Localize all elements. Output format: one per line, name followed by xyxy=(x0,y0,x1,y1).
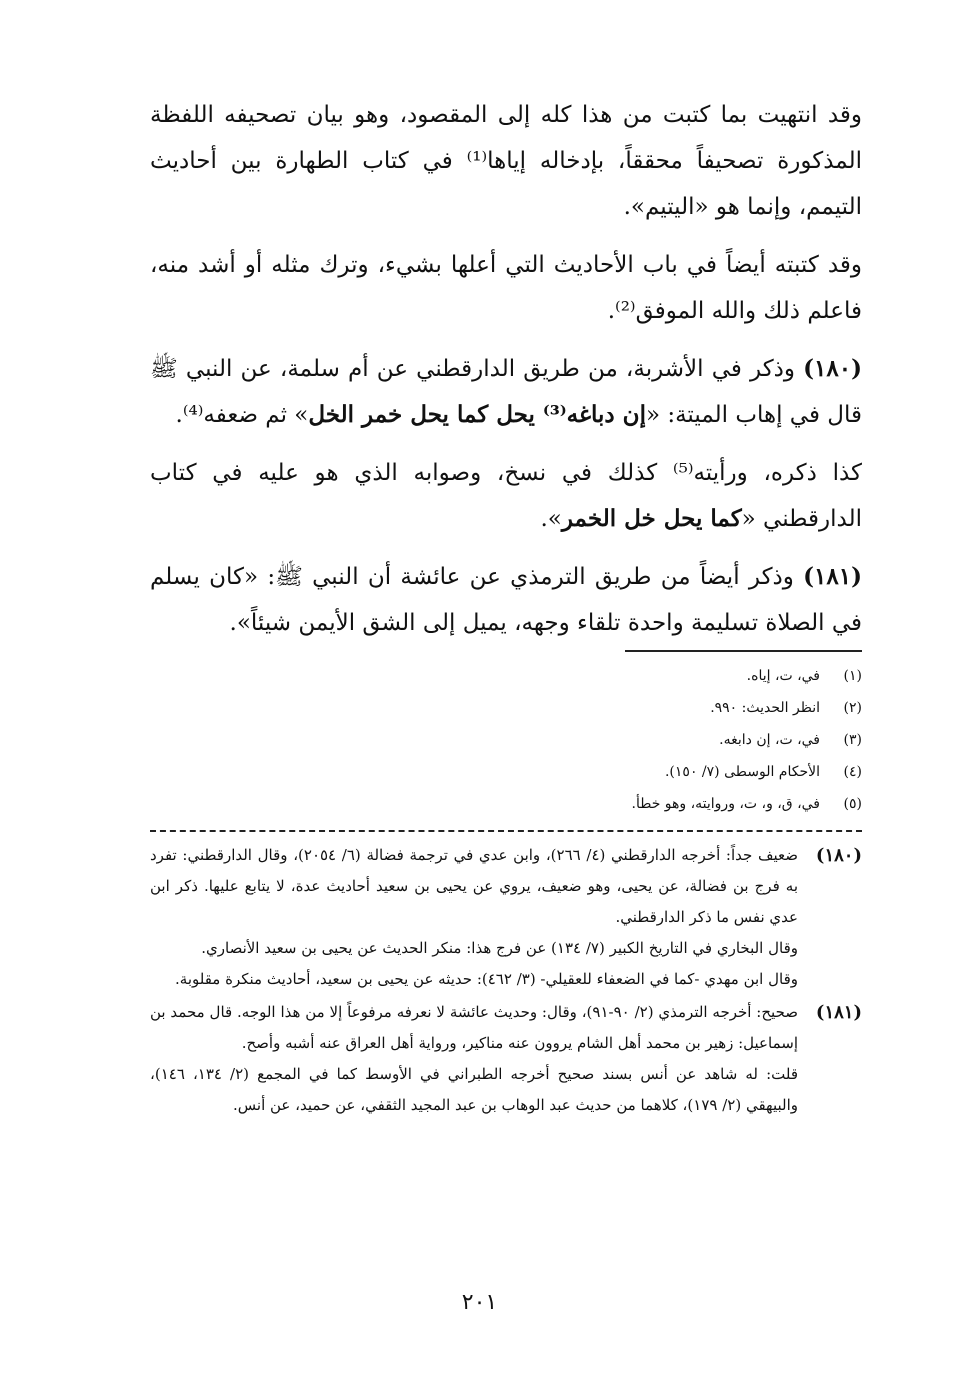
entry-180-number: (١٨٠) xyxy=(803,355,862,382)
footnote-number: (٣) xyxy=(843,732,862,748)
paragraph-1: وقد انتهيت بما كتبت من هذا كله إلى المقصود، وهو بيان تصحيفه اللفظة المذكورة تصحيفاً محققاً، بإدخاله إياها⁽¹⁾ في كتاب الطهارة بين أحاديث التيمم، وإنما هو «اليتيم». xyxy=(150,102,862,220)
footnote-text: الأحكام الوسطى (٧/ ١٥٠). xyxy=(664,764,820,780)
footnote-item xyxy=(300,788,862,820)
page-number: ٢٠١ xyxy=(461,1290,498,1315)
entry-181-text: وذكر أيضاً من طريق الترمذي عن عائشة أن النبي ﷺ: «كان يسلم في الصلاة تسليمة واحدة تلقاء وجهه، يميل إلى الشق الأيمن شيئاً». xyxy=(150,564,862,636)
main-text xyxy=(150,92,862,658)
commentary-paragraph: قلت: له شاهد عن أنس بسند صحيح أخرجه الطبراني في الأوسط كما في المجمع (٢/ ١٣٤، ١٤٦)، والبيهقي (٢/ ١٧٩)، كلاهما من حديث عبد الوهاب بن عبد المجيد الثقفي، عن حميد، عن أنس. xyxy=(150,1065,798,1114)
entry-181 xyxy=(150,554,862,646)
footnote-number: (٢) xyxy=(843,700,862,716)
paragraph-3-text-a: كذا ذكره، ورأيته⁽⁵⁾ كذلك في نسخ، وصوابه الذي هو عليه في كتاب الدارقطني « xyxy=(150,460,862,532)
commentary-separator xyxy=(150,830,862,832)
footnote-item xyxy=(300,692,862,724)
footnote-separator xyxy=(625,650,862,652)
commentary-entry-180 xyxy=(150,840,862,995)
footnote-item xyxy=(300,724,862,756)
commentary-entry-181 xyxy=(150,997,862,1121)
commentary-paragraph: وقال البخاري في التاريخ الكبير (٧/ ١٣٤) عن فرج هذا: منكر الحديث عن يحيى بن سعيد الأنصاري. xyxy=(201,939,798,957)
paragraph-3-text-b: ». xyxy=(540,506,562,532)
entry-180-text-a: وذكر في الأشربة، من طريق الدارقطني عن أم سلمة، عن النبي ﷺ قال في إهاب الميتة: « xyxy=(150,356,862,428)
footnote-text: في، ت، إن دابغه. xyxy=(719,732,820,748)
footnote-item xyxy=(300,756,862,788)
entry-181-number: (١٨١) xyxy=(803,563,862,590)
footnote-text: انظر الحديث: ٩٩٠. xyxy=(710,700,820,716)
footnote-number: (٥) xyxy=(843,796,862,812)
footnote-text: في، ت، إياه. xyxy=(746,668,820,684)
footnote-number: (٤) xyxy=(843,764,862,780)
commentary-paragraph: ضعيف جداً: أخرجه الدارقطني (٤/ ٢٦٦)، وابن عدي في ترجمة فضالة (٦/ ٢٠٥٤)، وقال الدارقطني: تفرد به فرج بن فضالة، عن يحيى، وهو ضعيف، يروي عن يحيى بن سعيد أحاديث عدة، لا يتابع عليها. ذكر ابن عدي نفس ما ذكر الدارقطني. xyxy=(150,846,798,926)
commentary-paragraph: وقال ابن مهدي -كما في الضعفاء للعقيلي- (٣/ ٤٦٢): حديثه عن يحيى بن سعيد، أحاديث منكرة مقلوبة. xyxy=(175,970,798,988)
footnotes xyxy=(300,660,862,820)
footnote-number: (١) xyxy=(843,668,862,684)
paragraph-2: وقد كتبته أيضاً في باب الأحاديث التي أعلها بشيء، وترك مثله أو أشد منه، فاعلم ذلك والله الموفق⁽²⁾. xyxy=(150,252,862,324)
commentary-body xyxy=(150,997,798,1121)
commentary-body xyxy=(150,840,798,995)
paragraph-3 xyxy=(150,450,862,542)
paragraph-3-quote: كما يحل خل الخمر xyxy=(561,505,742,532)
entry-180 xyxy=(150,346,862,438)
entry-180-text-b: » ثم ضعفه⁽⁴⁾. xyxy=(175,402,309,428)
commentary-number: (١٨١) xyxy=(815,1002,862,1023)
entry-180-quote: إن دباغه⁽³⁾ يحل كما يحل خمر الخل xyxy=(308,401,646,428)
commentary-number: (١٨٠) xyxy=(815,845,862,866)
footnote-item xyxy=(300,660,862,692)
footnote-text: في، ق، و، ت، وروايته، وهو خطأ. xyxy=(631,796,820,812)
commentary xyxy=(150,840,862,1123)
commentary-paragraph: صحيح: أخرجه الترمذي (٢/ ٩٠-٩١)، وقال: وحديث عائشة لا نعرفه مرفوعاً إلا من هذا الوجه. قال محمد بن إسماعيل: زهير بن محمد أهل الشام يروون عنه مناكير، ورواية أهل العراق عنه أشبه وأصح. xyxy=(150,1003,798,1052)
